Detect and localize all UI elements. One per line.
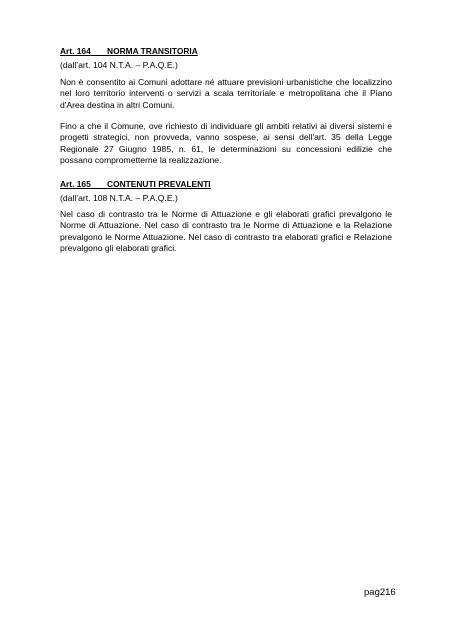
article-title: NORMA TRANSITORIA [107,46,198,56]
article-paragraph: Fino a che il Comune, ove richiesto di individuare gli ambiti relativi ai diversi sistemi e progetti strategici, non provveda, vanno sospese, ai sensi dell'art. 35 della Legge Regionale 27 Giugno 1985, n. 61, le determinazioni su concessioni edilizie che possano comprometterne la realizzazione. [60,121,392,166]
article-number: Art. 165 [60,179,91,189]
page-number: pag216 [364,587,396,598]
article-165 [60,179,392,190]
article-source: (dall’art. 104 N.T.A. – P.A.Q.E.) [60,60,178,70]
article-paragraph: Nel caso di contrasto tra le Norme di Attuazione e gli elaborati grafici prevalgono le Norme di Attuazione. Nel caso di contrasto tra le Norme di Attuazione e la Relazione prevalgono le Norme Attuazione. Nel caso di contrasto tra elaborati grafici e Relazione prevalgono gli elaborati grafici. [60,209,392,254]
article-heading [60,179,392,190]
article-heading [60,46,392,57]
article-number: Art. 164 [60,46,91,56]
article-164 [60,46,392,57]
article-title: CONTENUTI PREVALENTI [107,179,211,189]
article-paragraph: Non è consentito ai Comuni adottare né attuare previsioni urbanistiche che localizzino nel loro territorio interventi o servizi a scala territoriale e metropolitana che il Piano d'Area destina in altri Comuni. [60,77,392,110]
article-source: (dall’art. 108 N.T.A. – P.A.Q.E.) [60,193,178,203]
